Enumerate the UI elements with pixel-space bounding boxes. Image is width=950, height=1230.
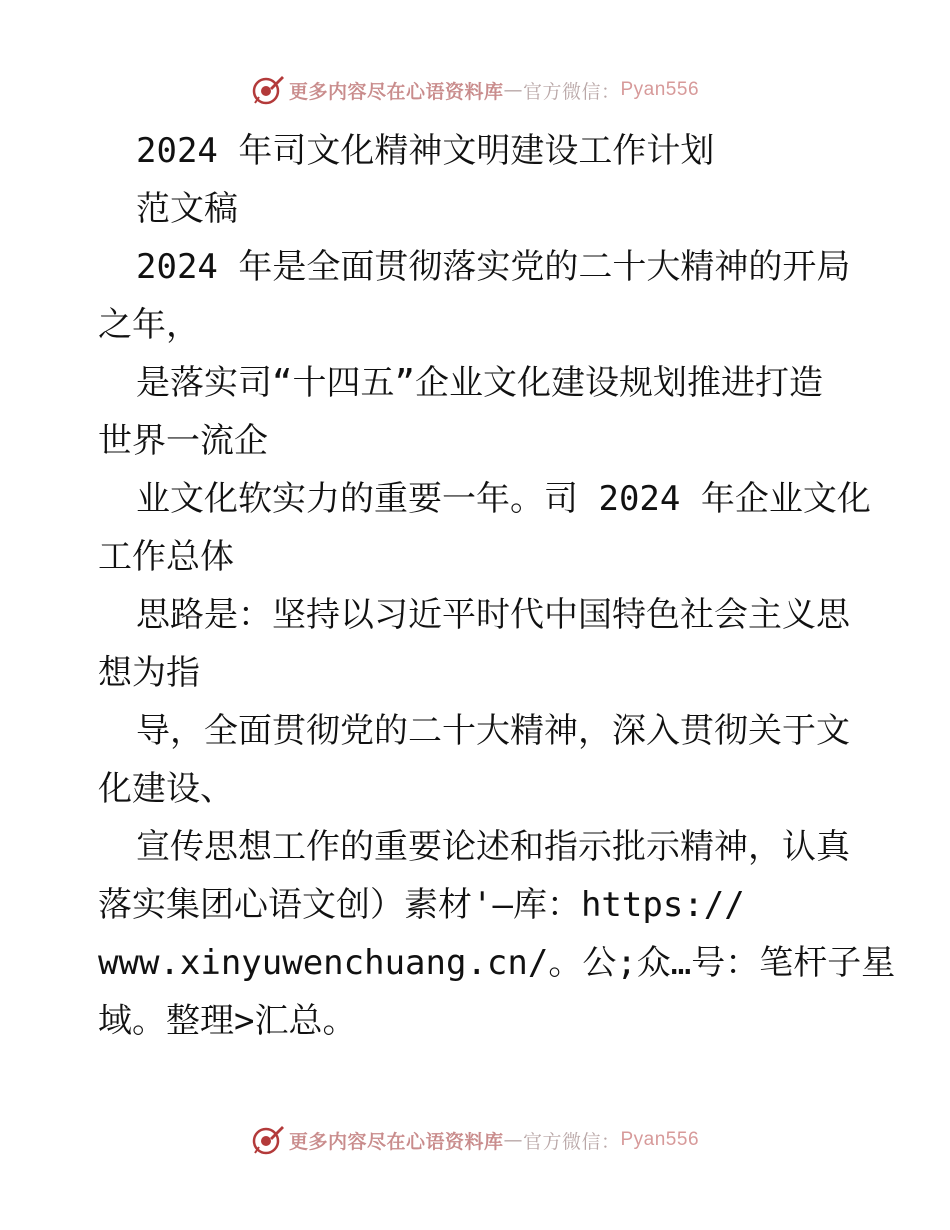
document-line: 域。整理>汇总。 [98,1001,357,1041]
banner-separator: — [503,79,523,101]
document-line: 2024 年是全面贯彻落实党的二十大精神的开局 [136,247,851,287]
document-line: 宣传思想工作的重要论述和指示批示精神，认真 [136,827,850,867]
document-line: 业文化软实力的重要一年。司 2024 年企业文化 [136,479,871,519]
banner-wechat-id: Pyan556 [620,79,700,100]
pen-nib-logo-icon [251,1123,285,1157]
document-body [98,122,896,1050]
document-line: 2024 年司文化精神文明建设工作计划 [136,131,715,171]
header-banner [0,70,950,110]
document-line: 工作总体 [98,537,234,577]
document-line: 化建设、 [98,769,234,809]
banner-sub-text: 官方微信： [522,80,621,103]
banner-sub-text: 官方微信： [522,1130,621,1153]
document-line: 落实集团心语文创）素材'—库：https:// [98,885,745,925]
document-line: 想为指 [98,653,200,693]
document-line: 之年， [98,305,200,345]
document-line: 思路是：坚持以习近平时代中国特色社会主义思 [136,595,850,635]
footer-banner [0,1120,950,1160]
document-line: 导，全面贯彻党的二十大精神，深入贯彻关于文 [136,711,850,751]
document-line: www.xinyuwenchuang.cn/。公;众…号：笔杆子星 [98,943,896,983]
banner-wechat-id: Pyan556 [620,1129,700,1150]
banner-separator: — [503,1129,523,1151]
banner-main-text: 更多内容尽在心语资料库 [288,1130,504,1153]
document-line: 世界一流企 [98,421,268,461]
pen-nib-logo-icon [251,73,285,107]
document-line: 范文稿 [136,189,238,229]
banner-main-text: 更多内容尽在心语资料库 [288,80,504,103]
document-line: 是落实司“十四五”企业文化建设规划推进打造 [136,363,823,403]
